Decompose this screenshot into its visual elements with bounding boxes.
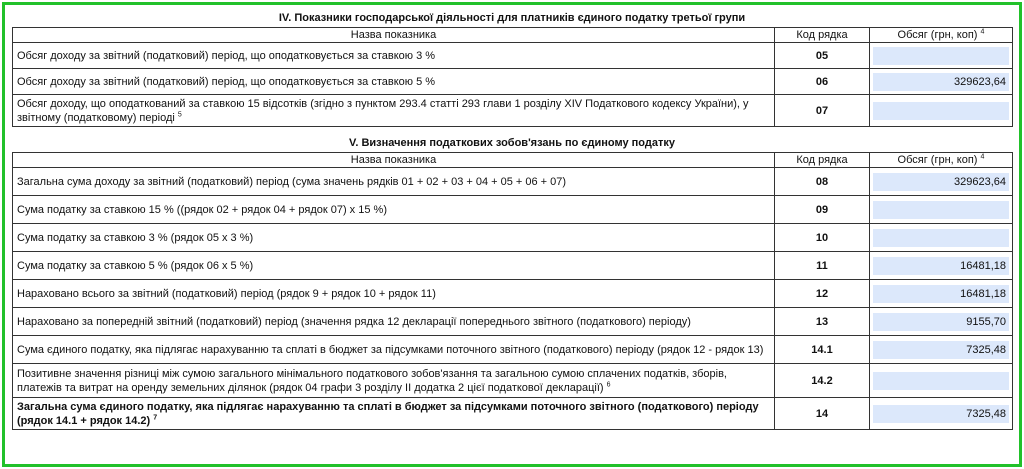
row-code: 12: [775, 280, 870, 308]
document-frame: [2, 2, 1022, 467]
value-field[interactable]: 16481,18: [873, 257, 1009, 275]
table-row: [13, 43, 1013, 69]
table-row: [13, 95, 1013, 127]
row-label: Обсяг доходу за звітний (податковий) період, що оподатковується за ставкою 5 %: [13, 69, 775, 95]
row-code: 08: [775, 168, 870, 196]
row-label: Загальна сума єдиного податку, яка підлягає нарахуванню та сплаті в бюджет за підсумками поточного звітного (податкового) періоду (рядок 14.1 + рядок 14.2) $^7$: [13, 398, 775, 430]
table-row: [13, 336, 1013, 364]
table-row: [13, 196, 1013, 224]
value-field[interactable]: [873, 47, 1009, 65]
column-header-name: Назва показника: [13, 153, 775, 168]
column-header-code: Код рядка: [775, 28, 870, 43]
row-code: 05: [775, 43, 870, 69]
row-code: 10: [775, 224, 870, 252]
value-field[interactable]: [873, 201, 1009, 219]
row-code: 06: [775, 69, 870, 95]
value-field[interactable]: [873, 229, 1009, 247]
row-label: Нараховано всього за звітний (податковий) період (рядок 9 + рядок 10 + рядок 11): [13, 280, 775, 308]
value-field[interactable]: 7325,48: [873, 341, 1009, 359]
row-code: 11: [775, 252, 870, 280]
value-field[interactable]: 7325,48: [873, 405, 1009, 423]
row-code: 09: [775, 196, 870, 224]
row-label: Сума податку за ставкою 15 % ((рядок 02 + рядок 04 + рядок 07) x 15 %): [13, 196, 775, 224]
row-label: Сума єдиного податку, яка підлягає нарахуванню та сплаті в бюджет за підсумками поточного звітного (податкового) періоду (рядок 12 - рядок 13): [13, 336, 775, 364]
table-row-total: [13, 398, 1013, 430]
table-row: [13, 252, 1013, 280]
table-row: [13, 168, 1013, 196]
row-label: Обсяг доходу, що оподаткований за ставкою 15 відсотків (згідно з пунктом 293.4 статті 293 глави 1 розділу XIV Податкового кодексу України), у звітному (податковому) періоді $^5$: [13, 95, 775, 127]
row-code: 13: [775, 308, 870, 336]
row-label: Позитивне значення різниці між сумою загального мінімального податкового зобов'язання та загальною сумою сплачених податків, зборів, платежів та витрат на оренду земельних ділянок (рядок 04 графи 3 розділу II додатка 2 цієї податкової декларації) $^6$: [13, 364, 775, 398]
table-row: [13, 364, 1013, 398]
value-field[interactable]: 9155,70: [873, 313, 1009, 331]
table-row: [13, 280, 1013, 308]
column-header-value: Обсяг (грн, коп) $^4$: [870, 153, 1013, 168]
section-5-title: V. Визначення податкових зобов'язань по єдиному податку: [349, 137, 675, 149]
row-label: Сума податку за ставкою 3 % (рядок 05 x 3 %): [13, 224, 775, 252]
row-code: 14: [775, 398, 870, 430]
section-4-title: IV. Показники господарської діяльності для платників єдиного податку третьої групи: [278, 12, 746, 24]
table-row: [13, 69, 1013, 95]
table-row: [13, 308, 1013, 336]
value-field[interactable]: [873, 102, 1009, 120]
row-label: Сума податку за ставкою 5 % (рядок 06 x 5 %): [13, 252, 775, 280]
row-code: 14.1: [775, 336, 870, 364]
row-code: 07: [775, 95, 870, 127]
section-4-table: [12, 27, 1013, 127]
row-code: 14.2: [775, 364, 870, 398]
column-header-value: Обсяг (грн, коп) $^4$: [870, 28, 1013, 43]
section-5-table: [12, 152, 1013, 430]
column-header-name: Назва показника: [13, 28, 775, 43]
row-label: Нараховано за попередній звітний (податковий) період (значення рядка 12 декларації попереднього звітного (податкового) періоду): [13, 308, 775, 336]
column-header-code: Код рядка: [775, 153, 870, 168]
value-field[interactable]: 329623,64: [873, 73, 1009, 91]
row-label: Загальна сума доходу за звітний (податковий) період (сума значень рядків 01 + 02 + 03 + 04 + 05 + 06 + 07): [13, 168, 775, 196]
row-label: Обсяг доходу за звітний (податковий) період, що оподатковується за ставкою 3 %: [13, 43, 775, 69]
value-field[interactable]: 329623,64: [873, 173, 1009, 191]
section-5-header-row: [13, 153, 1013, 168]
section-4-header-row: [13, 28, 1013, 43]
table-row: [13, 224, 1013, 252]
declaration-sections: [12, 11, 1012, 430]
value-field[interactable]: 16481,18: [873, 285, 1009, 303]
value-field[interactable]: [873, 372, 1009, 390]
